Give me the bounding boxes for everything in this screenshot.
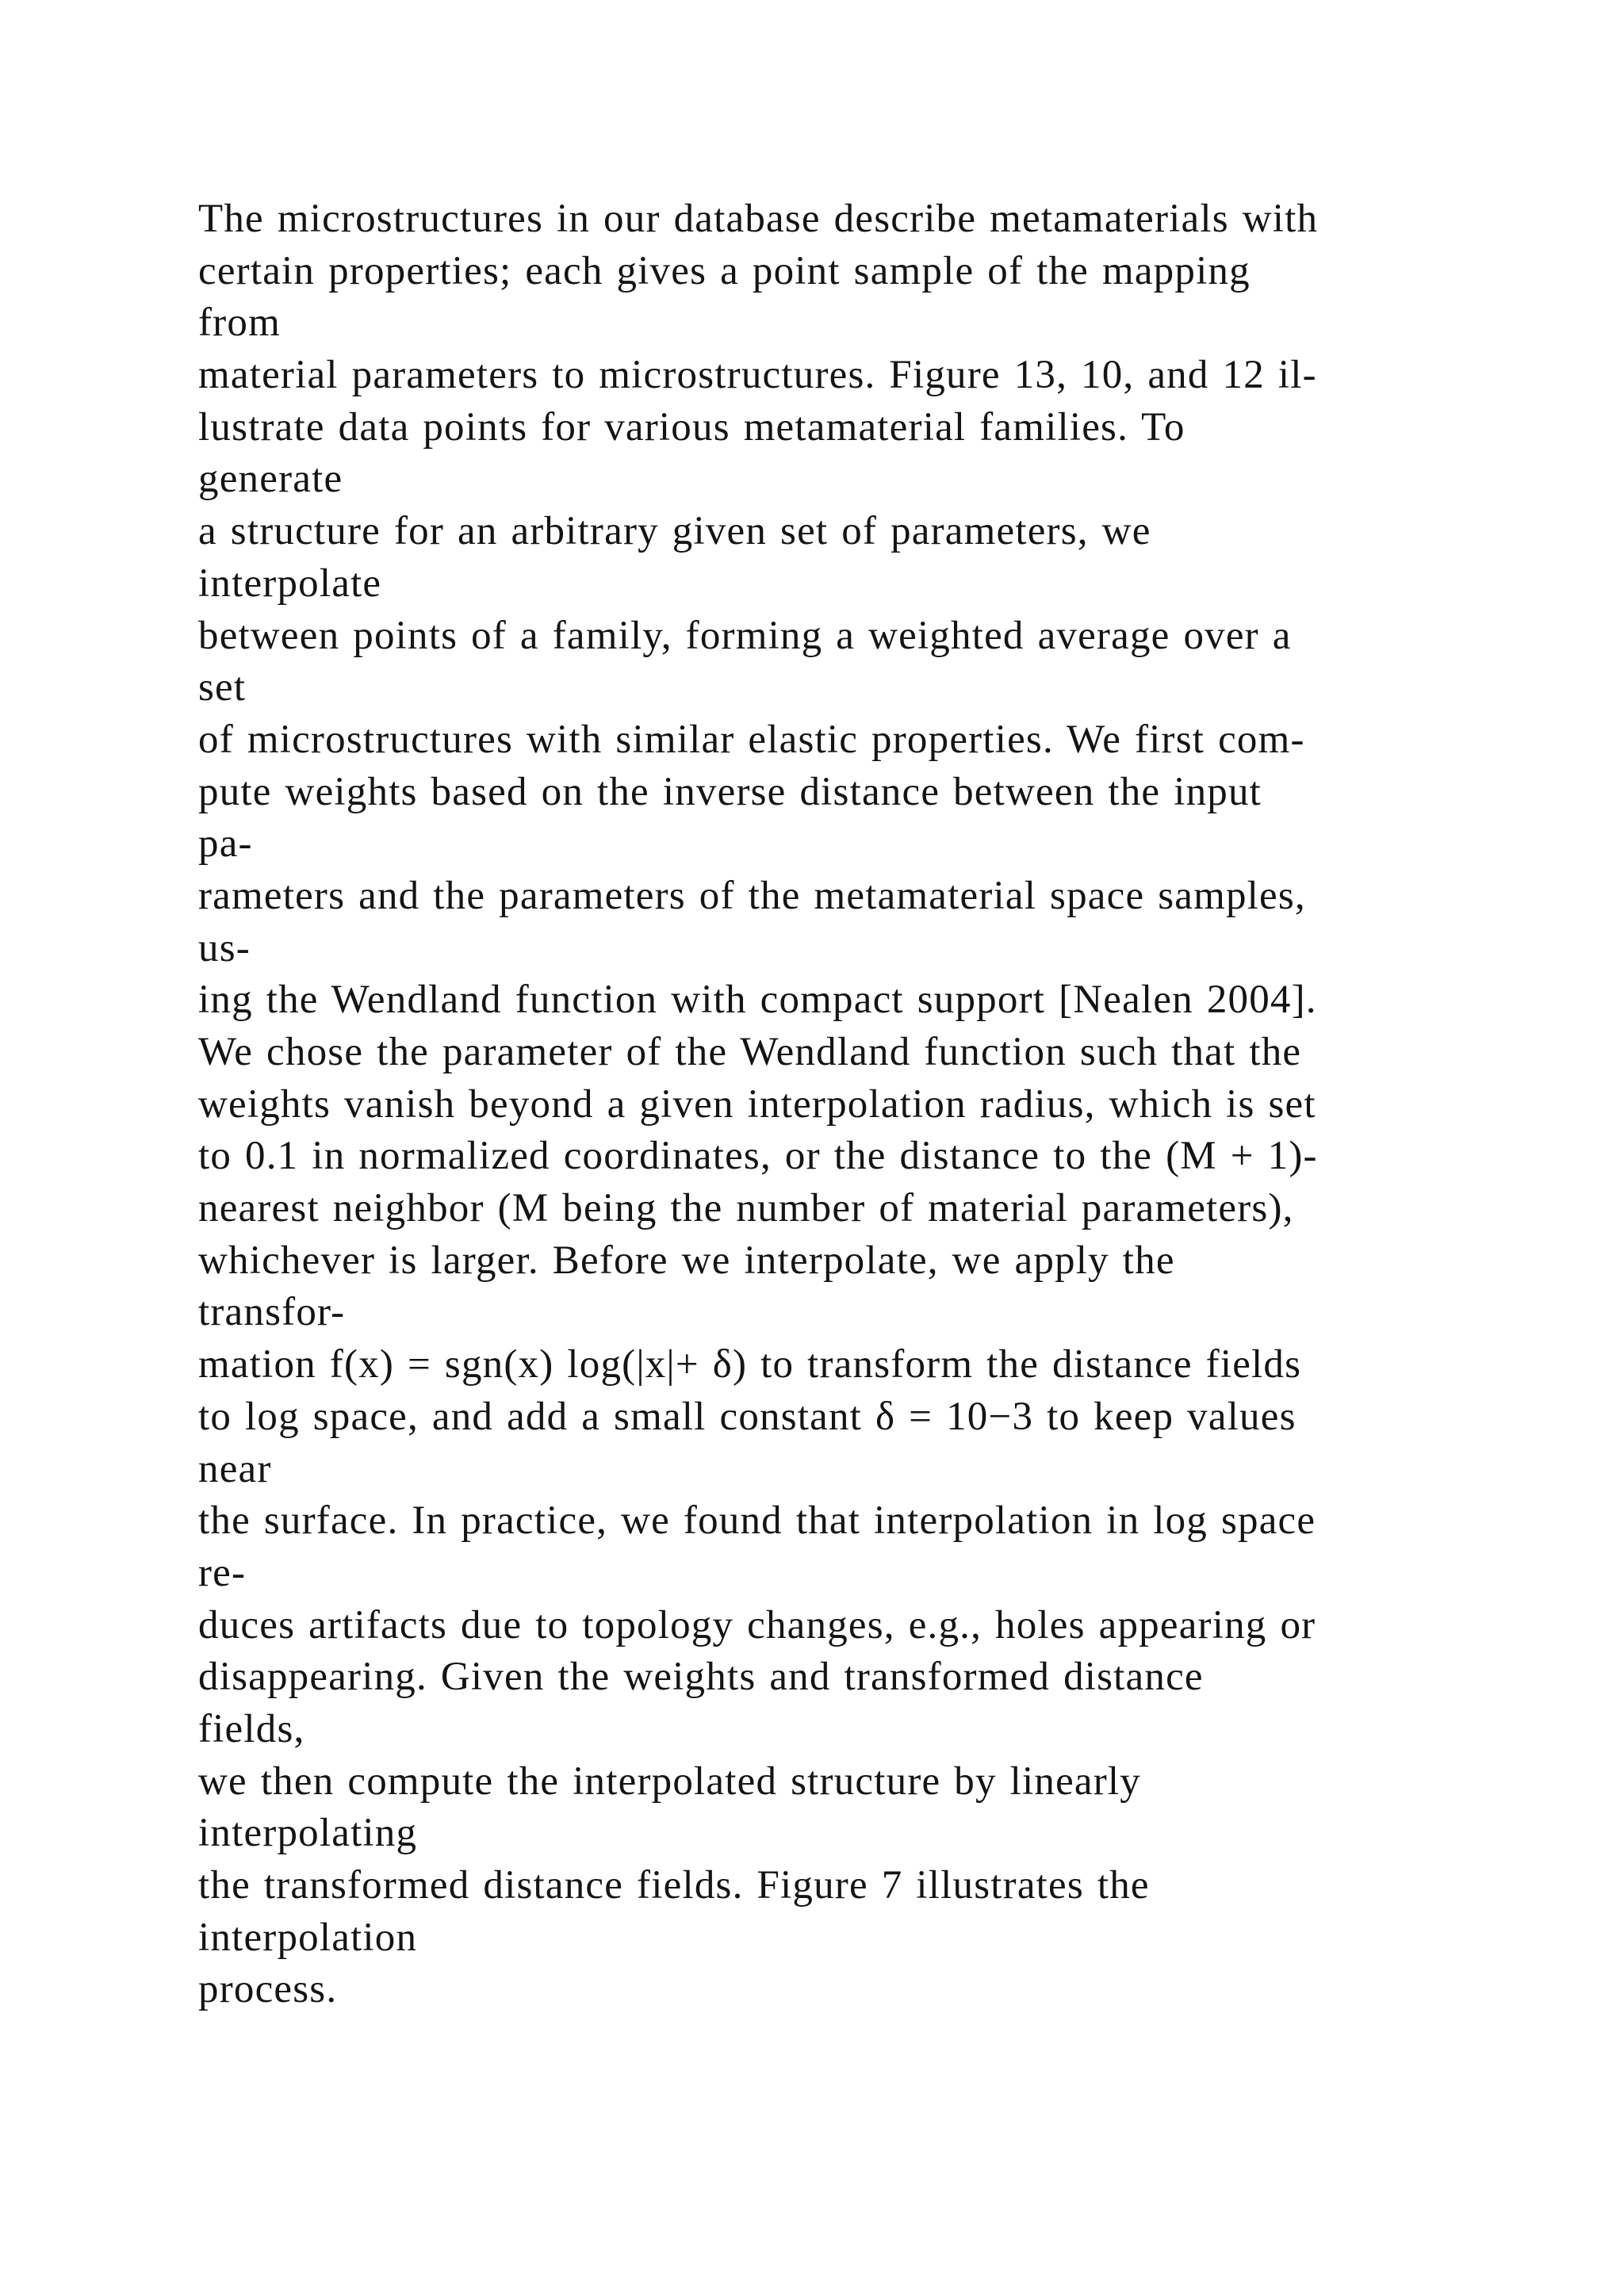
text-line: generate [198,457,343,502]
text-line: interpolate [198,561,382,606]
text-line: pa- [198,821,253,867]
text-line: fields, [198,1706,305,1751]
text-line: near [198,1446,272,1491]
body-paragraph [198,193,1562,2016]
text-line: of microstructures with similar elastic properties. We first com- [198,717,1305,762]
text-line: rameters and the parameters of the metamaterial space samples, [198,873,1306,918]
text-line: lustrate data points for various metamaterial families. To [198,404,1185,450]
text-line: weights vanish beyond a given interpolation radius, which is set [198,1081,1316,1127]
text-line: duces artifacts due to topology changes, e.g., holes appearing or [198,1602,1316,1647]
text-line: We chose the parameter of the Wendland function such that the [198,1030,1302,1074]
text-line: interpolating [198,1811,418,1856]
text-line: us- [198,925,251,970]
text-line: we then compute the interpolated structure by linearly [198,1758,1141,1804]
text-line: nearest neighbor (M being the number of material parameters), [198,1186,1294,1231]
text-line: mation f(x) = sgn(x) log(|x|+ δ) to transform the distance fields [198,1342,1302,1387]
text-line: The microstructures in our database describe metamaterials with [198,197,1319,241]
text-line: certain properties; each gives a point sample of the mapping [198,248,1251,293]
text-line: to 0.1 in normalized coordinates, or the distance to the (M + 1)- [198,1134,1318,1179]
text-line: process. [198,1967,338,2012]
text-line: re- [198,1550,247,1595]
text-line: disappearing. Given the weights and transformed distance [198,1655,1204,1700]
text-line: the transformed distance fields. Figure 7 illustrates the [198,1863,1150,1908]
text-line: pute weights based on the inverse distance between the input [198,769,1262,814]
text-line: from [198,300,281,346]
text-line: transfor- [198,1290,346,1335]
text-line: material parameters to microstructures. Figure 13, 10, and 12 il- [198,353,1317,398]
text-line: interpolation [198,1915,418,1960]
text-line: a structure for an arbitrary given set of parameters, we [198,509,1151,554]
text-line: between points of a family, forming a weighted average over a [198,613,1292,658]
text-line: whichever is larger. Before we interpolate, we apply the [198,1238,1175,1283]
text-line: set [198,665,247,710]
text-line: the surface. In practice, we found that interpolation in log space [198,1498,1316,1544]
text-line: ing the Wendland function with compact support [Nealen 2004]. [198,978,1317,1023]
text-line: to log space, and add a small constant δ = 10−3 to keep values [198,1394,1297,1439]
